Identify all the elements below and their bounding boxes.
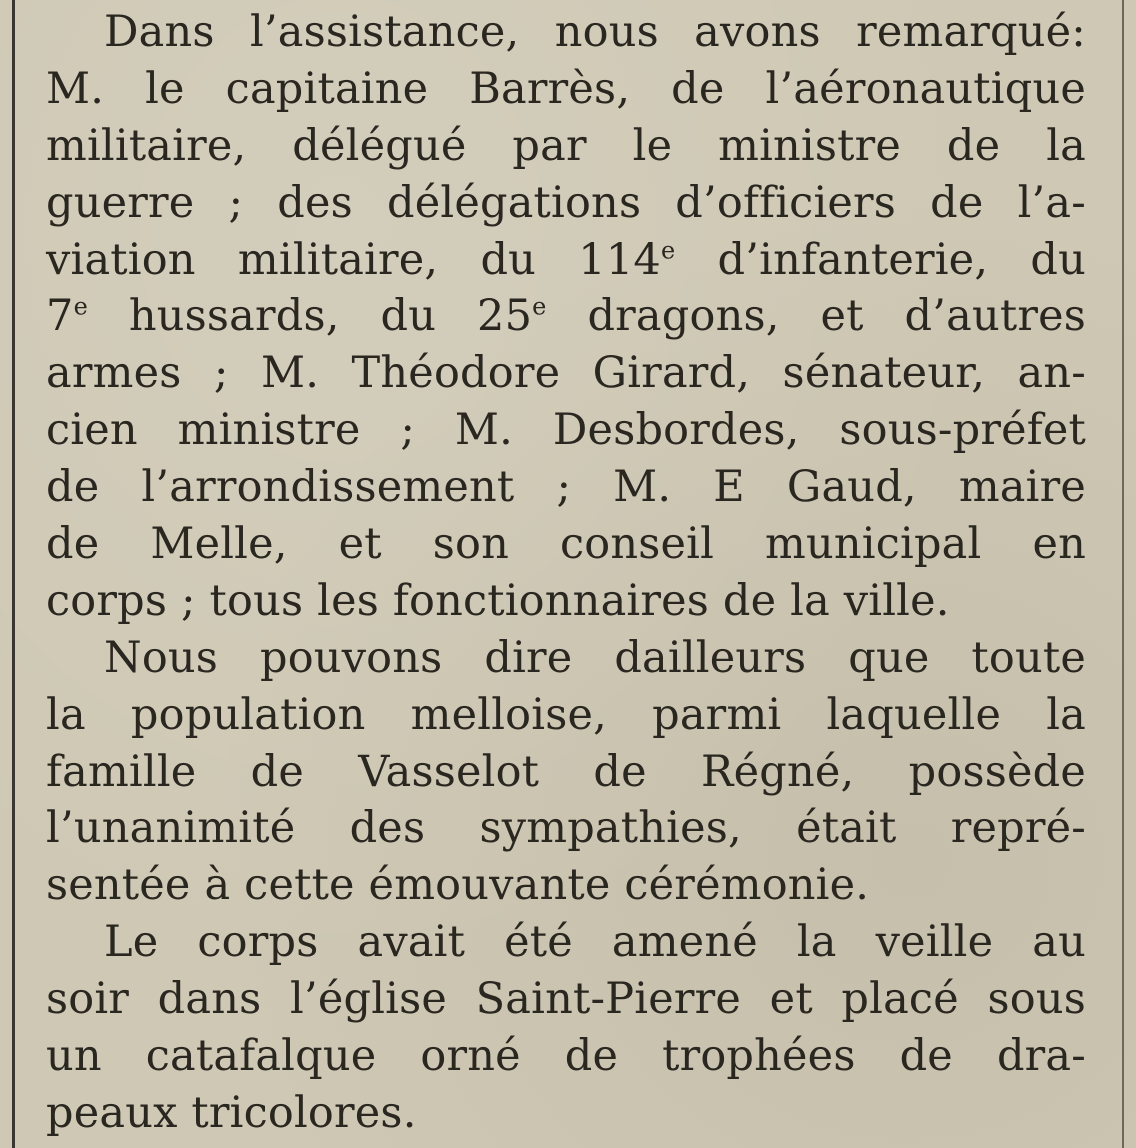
paragraph-3-line-4: peaux tricolores. [46, 1087, 417, 1138]
paragraph-2-line-4: l’unanimité des sympathies, était repré- [46, 803, 1086, 854]
paragraph-1-line-4: guerre ; des délégations d’officiers de l’a- [46, 177, 1086, 228]
ordinal-suffix: e [532, 293, 547, 322]
paragraph-1-line-9: de l’arrondissement ; M. E Gaud, maire [46, 462, 1086, 513]
left-column-rule [12, 0, 15, 1148]
paragraph-1-line-8: cien ministre ; M. Desbordes, sous-préfet [46, 405, 1086, 456]
paragraph-1-line-6: 7e hussards, du 25e dragons, et d’autres [46, 291, 1086, 342]
paragraph-1-line-2: M. le capitaine Barrès, de l’aéronautique [46, 63, 1086, 114]
paragraph-3-line-3: un catafalque orné de trophées de dra- [46, 1031, 1086, 1082]
article-column [46, 4, 1086, 1142]
ordinal-suffix: e [660, 236, 676, 265]
right-column-rule [1122, 0, 1124, 1148]
paragraph-1-line-11: corps ; tous les fonctionnaires de la ville. [46, 575, 950, 626]
paragraph-1-line-1: Dans l’assistance, nous avons remarqué: [104, 7, 1086, 57]
paragraph-2-line-5: sentée à cette émouvante cérémonie. [46, 860, 870, 911]
paragraph-1-line-5: viation militaire, du 114e d’infanterie, du [46, 234, 1087, 285]
paragraph-1-line-10: de Melle, et son conseil municipal en [46, 519, 1086, 570]
paragraph-3-line-1: Le corps avait été amené la veille au [104, 917, 1086, 968]
ordinal-suffix: e [73, 293, 88, 322]
paragraph-2-line-3: famille de Vasselot de Régné, possède [46, 746, 1086, 797]
paragraph-2-line-1: Nous pouvons dire dailleurs que toute [104, 632, 1086, 683]
paragraph-2-line-2: la population melloise, parmi laquelle la [46, 689, 1086, 740]
paragraph-1-line-7: armes ; M. Théodore Girard, sénateur, an- [46, 348, 1086, 399]
paragraph-3-line-2: soir dans l’église Saint-Pierre et placé sous [46, 974, 1086, 1025]
paragraph-1-line-3: militaire, délégué par le ministre de la [46, 120, 1086, 171]
